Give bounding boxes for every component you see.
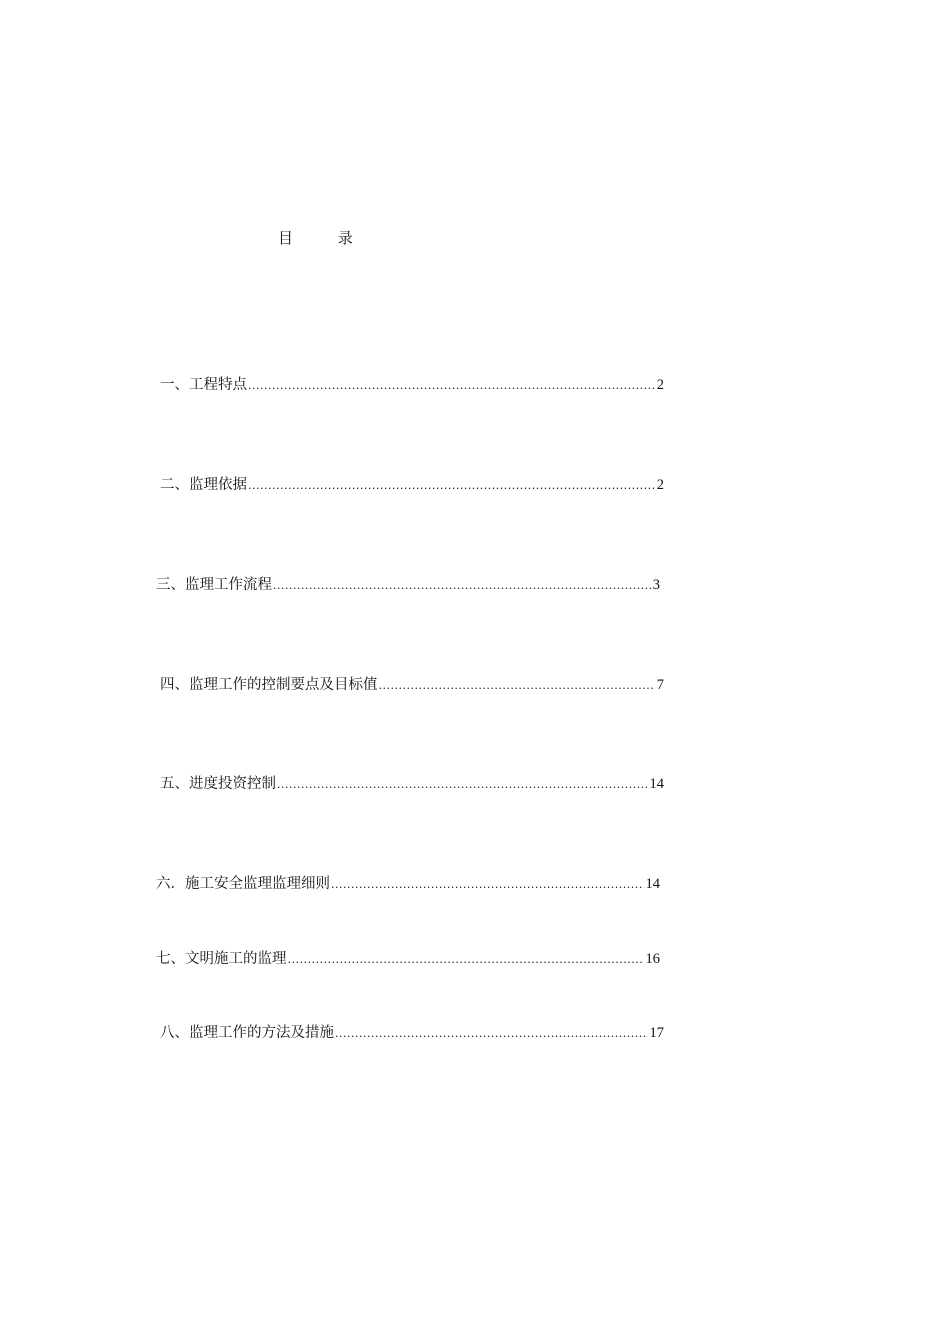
toc-entry-4[interactable]: [160, 675, 664, 695]
toc-entry-label: 四、监理工作的控制要点及目标值: [160, 677, 378, 693]
toc-entry-6[interactable]: [156, 874, 660, 894]
toc-leader-dots: [273, 576, 651, 595]
toc-entry-label: 六．施工安全监理监理细则: [156, 876, 330, 892]
toc-entry-3[interactable]: [156, 575, 660, 595]
toc-entry-label: 八、监理工作的方法及措施: [160, 1025, 334, 1041]
toc-entry-page: 2: [656, 377, 664, 393]
toc-entry-label: 一、工程特点: [160, 377, 247, 393]
toc-entry-page: 16: [645, 951, 660, 967]
toc-entry-label: 三、监理工作流程: [156, 577, 272, 593]
toc-leader-dots: [248, 476, 655, 495]
toc-entry-1[interactable]: [160, 375, 664, 395]
toc-leader-dots: [277, 775, 648, 794]
toc-leader-dots: [331, 875, 644, 894]
toc-entry-page: 17: [649, 1025, 664, 1041]
toc-leader-dots: [288, 950, 644, 969]
toc-entry-page: 2: [656, 477, 664, 493]
toc-title: 目 录: [278, 229, 373, 247]
toc-entry-label: 五、进度投资控制: [160, 776, 276, 792]
toc-entry-7[interactable]: [156, 949, 660, 969]
toc-entry-page: 7: [656, 677, 664, 693]
toc-entry-page: 14: [645, 876, 660, 892]
toc-entry-5[interactable]: [160, 774, 664, 794]
toc-entry-2[interactable]: [160, 475, 664, 495]
toc-entry-page: 3: [652, 577, 660, 593]
toc-leader-dots: [248, 376, 655, 395]
toc-leader-dots: [335, 1024, 648, 1043]
toc-leader-dots: [379, 676, 655, 695]
toc-entry-label: 七、文明施工的监理: [156, 951, 287, 967]
toc-entry-8[interactable]: [160, 1023, 664, 1043]
toc-entry-label: 二、监理依据: [160, 477, 247, 493]
toc-entry-page: 14: [649, 776, 664, 792]
